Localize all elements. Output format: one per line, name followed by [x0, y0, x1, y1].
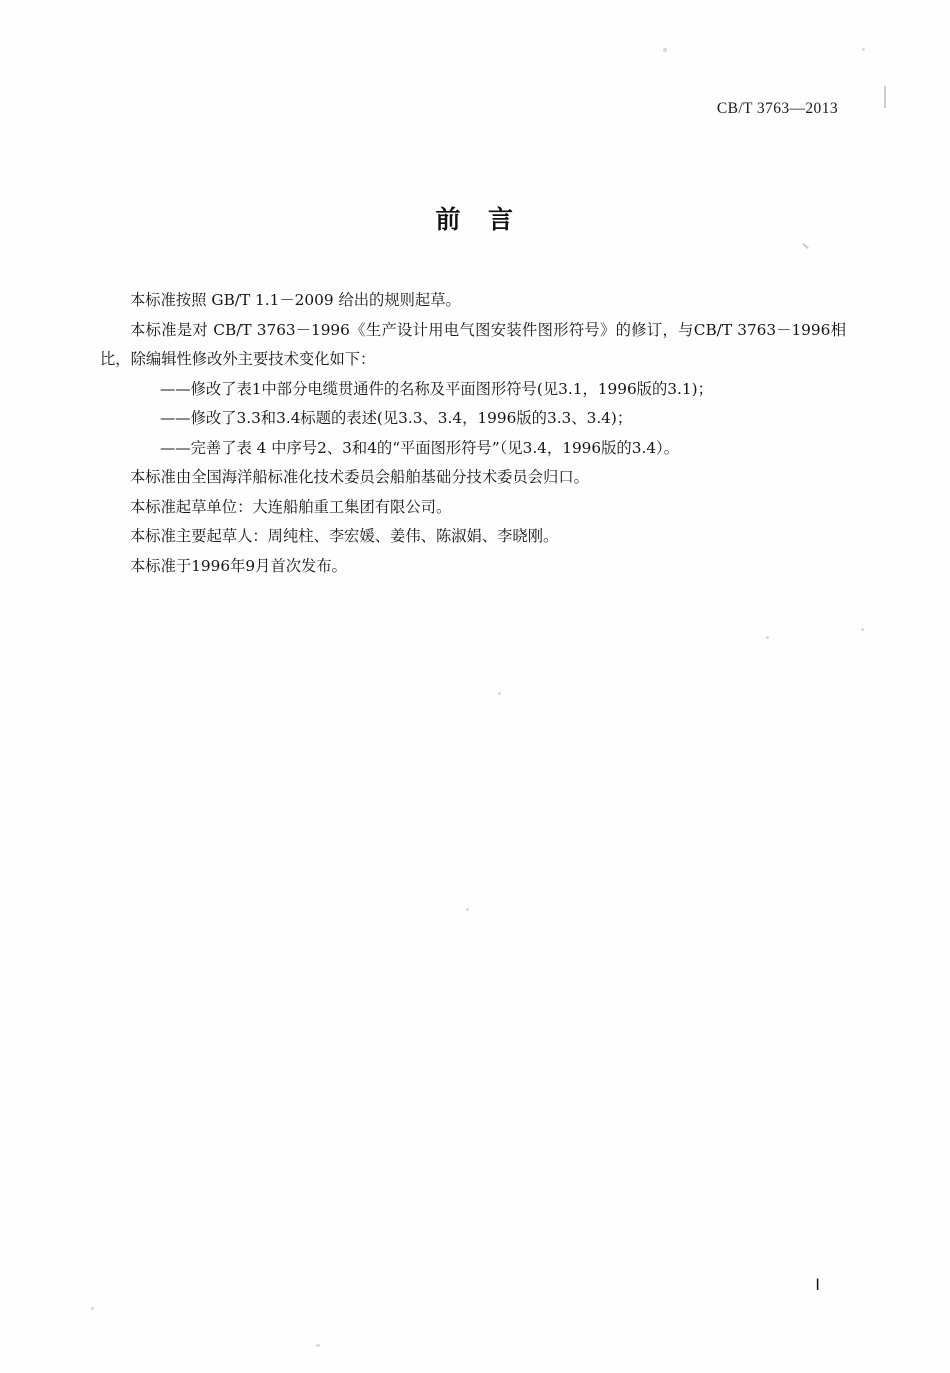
page-title-char-1: 前 [435, 205, 462, 234]
page-title [0, 200, 950, 236]
scan-edge-tick [884, 86, 886, 108]
scan-speck [862, 48, 865, 51]
paragraph: 本标准主要起草人：周纯柱、李宏媛、姜伟、陈淑娟、李晓刚。 [130, 527, 559, 545]
list-item: ——修改了表1中部分电缆贯通件的名称及平面图形符号(见3.1，1996版的3.1)； [160, 379, 713, 398]
page-title-char-2: 言 [488, 205, 515, 234]
list-item: ——修改了3.3和3.4标题的表述(见3.3、3.4，1996版的3.3、3.4)； [160, 409, 633, 427]
scan-speck [466, 908, 469, 911]
scan-edge-tick [802, 243, 809, 249]
page-header-standard-number: CB/T 3763—2013 [716, 100, 838, 117]
paragraph: 本标准由全国海洋船标准化技术委员会船舶基础分技术委员会归口。 [130, 468, 589, 486]
paragraph: 本标准按照 GB/T 1.1－2009 给出的规则起草。 [130, 291, 461, 309]
paragraph: 本标准是对 CB/T 3763－1996《生产设计用电气图安装件图形符号》的修订，与CB/T 3763－1996相比，除编辑性修改外主要技术变化如下： [100, 320, 846, 368]
scan-speck [316, 1344, 320, 1347]
scan-speck [766, 636, 769, 639]
scan-speck [663, 48, 667, 52]
scan-speck [861, 628, 864, 631]
scan-speck [498, 692, 501, 695]
list-item: ——完善了表 4 中序号2、3和4的“平面图形符号”（见3.4，1996版的3.4）。 [160, 438, 680, 457]
foreword-body [100, 286, 846, 581]
paragraph: 本标准起草单位：大连船舶重工集团有限公司。 [130, 497, 452, 516]
page-number: Ⅰ [815, 1277, 820, 1294]
scan-speck [91, 1307, 94, 1310]
paragraph: 本标准于1996年9月首次发布。 [130, 556, 347, 575]
